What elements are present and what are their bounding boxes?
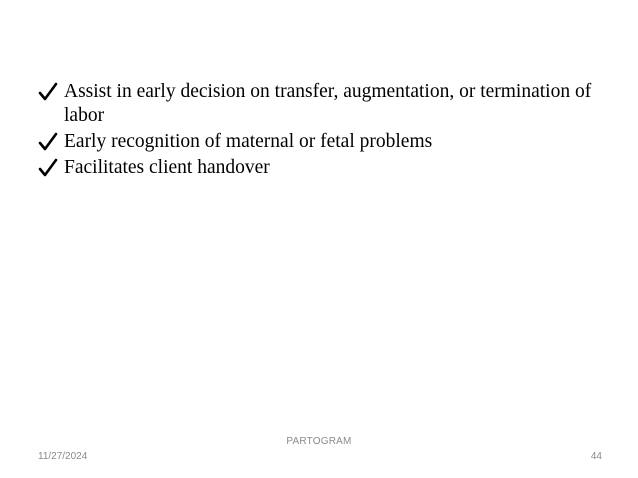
footer-title: PARTOGRAM (286, 436, 352, 447)
bullet-item (38, 156, 598, 180)
bullet-text: Facilitates client handover (64, 157, 270, 178)
footer-date: 11/27/2024 (38, 451, 88, 462)
bullet-text: Assist in early decision on transfer, augmentation, or termination of labor (64, 81, 592, 126)
check-icon (38, 157, 58, 179)
page-number: 44 (590, 451, 602, 462)
bullet-text: Early recognition of maternal or fetal problems (64, 131, 433, 152)
bullet-item (38, 130, 598, 154)
bullet-item (38, 80, 598, 128)
bullet-list (38, 80, 598, 182)
check-icon (38, 131, 58, 153)
check-icon (38, 81, 58, 103)
